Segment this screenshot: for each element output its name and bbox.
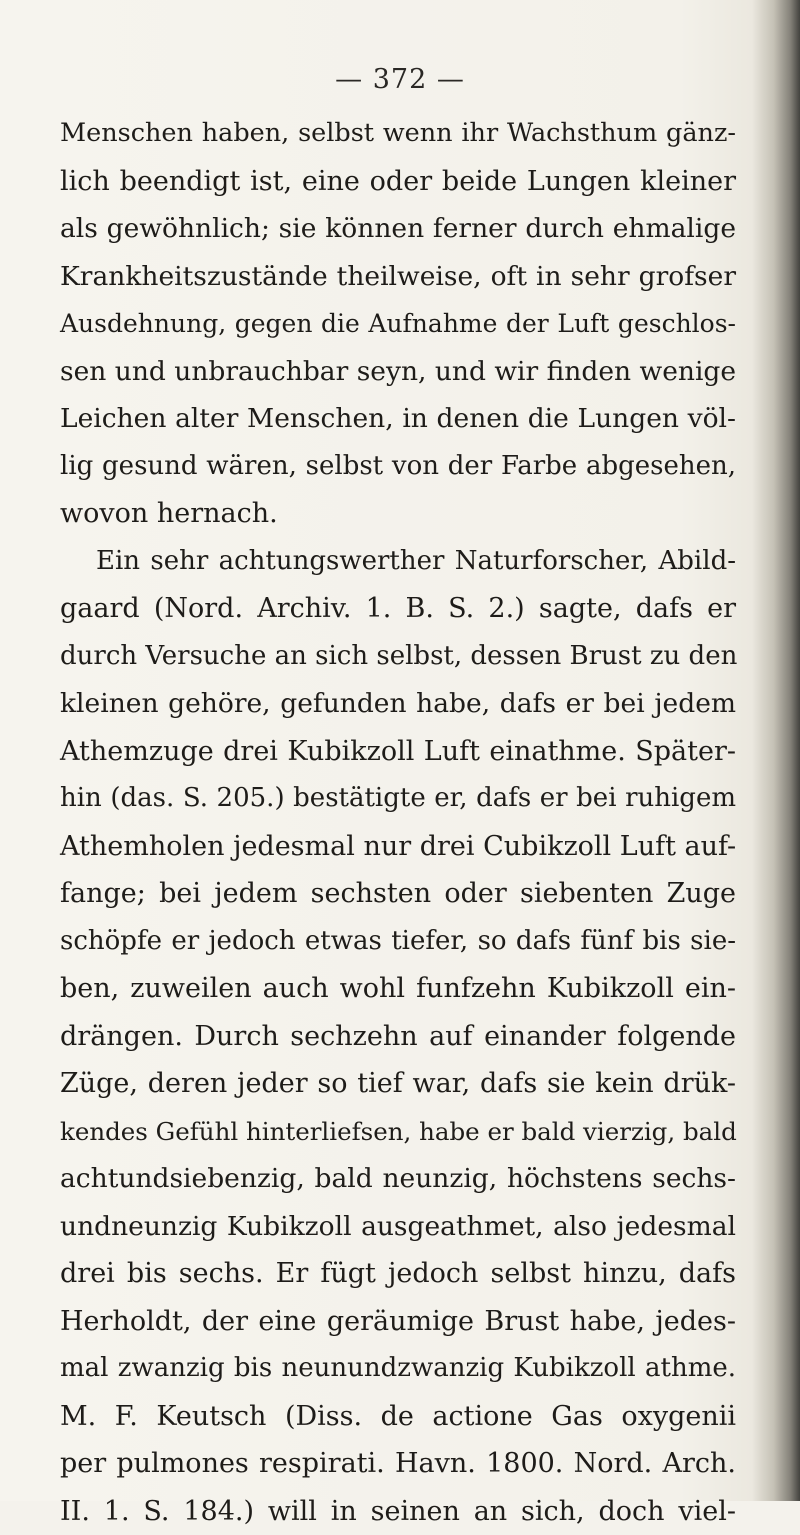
text-line: Krankheitszustände theilweise, oft in sehr grofser — [60, 253, 736, 301]
text-line: undneunzig Kubikzoll ausgeathmet, also jedesmal — [60, 1203, 736, 1251]
text-line: mal zwanzig bis neunundzwanzig Kubikzoll athme. — [60, 1345, 736, 1393]
text-line: kendes Gefühl hinterliefsen, habe er bald vierzig, bald — [60, 1108, 736, 1156]
text-line: schöpfe er jedoch etwas tiefer, so dafs fünf bis sie- — [60, 918, 736, 966]
text-line: II. 1. S. 184.) will in seinen an sich, doch viel- — [60, 1488, 736, 1535]
text-line: lich beendigt ist, eine oder beide Lungen kleiner — [60, 158, 736, 206]
text-line: per pulmones respirati. Havn. 1800. Nord. Arch. — [60, 1440, 736, 1488]
text-line: Leichen alter Menschen, in denen die Lungen völ- — [60, 395, 736, 443]
text-line: drängen. Durch sechzehn auf einander folgende — [60, 1013, 736, 1061]
text-line: drei bis sechs. Er fügt jedoch selbst hinzu, dafs — [60, 1250, 736, 1298]
text-line: ben, zuweilen auch wohl funfzehn Kubikzoll ein- — [60, 965, 736, 1013]
spine-shadow — [752, 0, 800, 1501]
body-text — [60, 110, 736, 1535]
text-line: hin (das. S. 205.) bestätigte er, dafs er bei ruhigem — [60, 775, 736, 823]
text-line: fange; bei jedem sechsten oder siebenten Zuge — [60, 870, 736, 918]
text-line: durch Versuche an sich selbst, dessen Brust zu den — [60, 633, 736, 681]
text-line: Athemholen jedesmal nur drei Cubikzoll Luft auf- — [60, 823, 736, 871]
text-line: sen und unbrauchbar seyn, und wir finden wenige — [60, 348, 736, 396]
text-line: wovon hernach. — [60, 490, 736, 538]
text-line: Ein sehr achtungswerther Naturforscher, Abild- — [60, 538, 736, 586]
text-line: Ausdehnung, gegen die Aufnahme der Luft geschlos- — [60, 300, 736, 348]
text-line: kleinen gehöre, gefunden habe, dafs er bei jedem — [60, 680, 736, 728]
text-line: achtundsiebenzig, bald neunzig, höchstens sechs- — [60, 1155, 736, 1203]
text-line: Züge, deren jeder so tief war, dafs sie kein drük- — [60, 1060, 736, 1108]
text-line: M. F. Keutsch (Diss. de actione Gas oxygenii — [60, 1393, 736, 1441]
text-line: als gewöhnlich; sie können ferner durch ehmalige — [60, 205, 736, 253]
text-line: lig gesund wären, selbst von der Farbe abgesehen, — [60, 443, 736, 491]
text-line: gaard (Nord. Archiv. 1. B. S. 2.) sagte, dafs er — [60, 585, 736, 633]
text-line: Athemzuge drei Kubikzoll Luft einathme. Später- — [60, 728, 736, 776]
page-number: — 372 — — [0, 64, 800, 95]
text-line: Herholdt, der eine geräumige Brust habe, jedes- — [60, 1298, 736, 1346]
text-line: Menschen haben, selbst wenn ihr Wachsthum gänz- — [60, 110, 736, 158]
